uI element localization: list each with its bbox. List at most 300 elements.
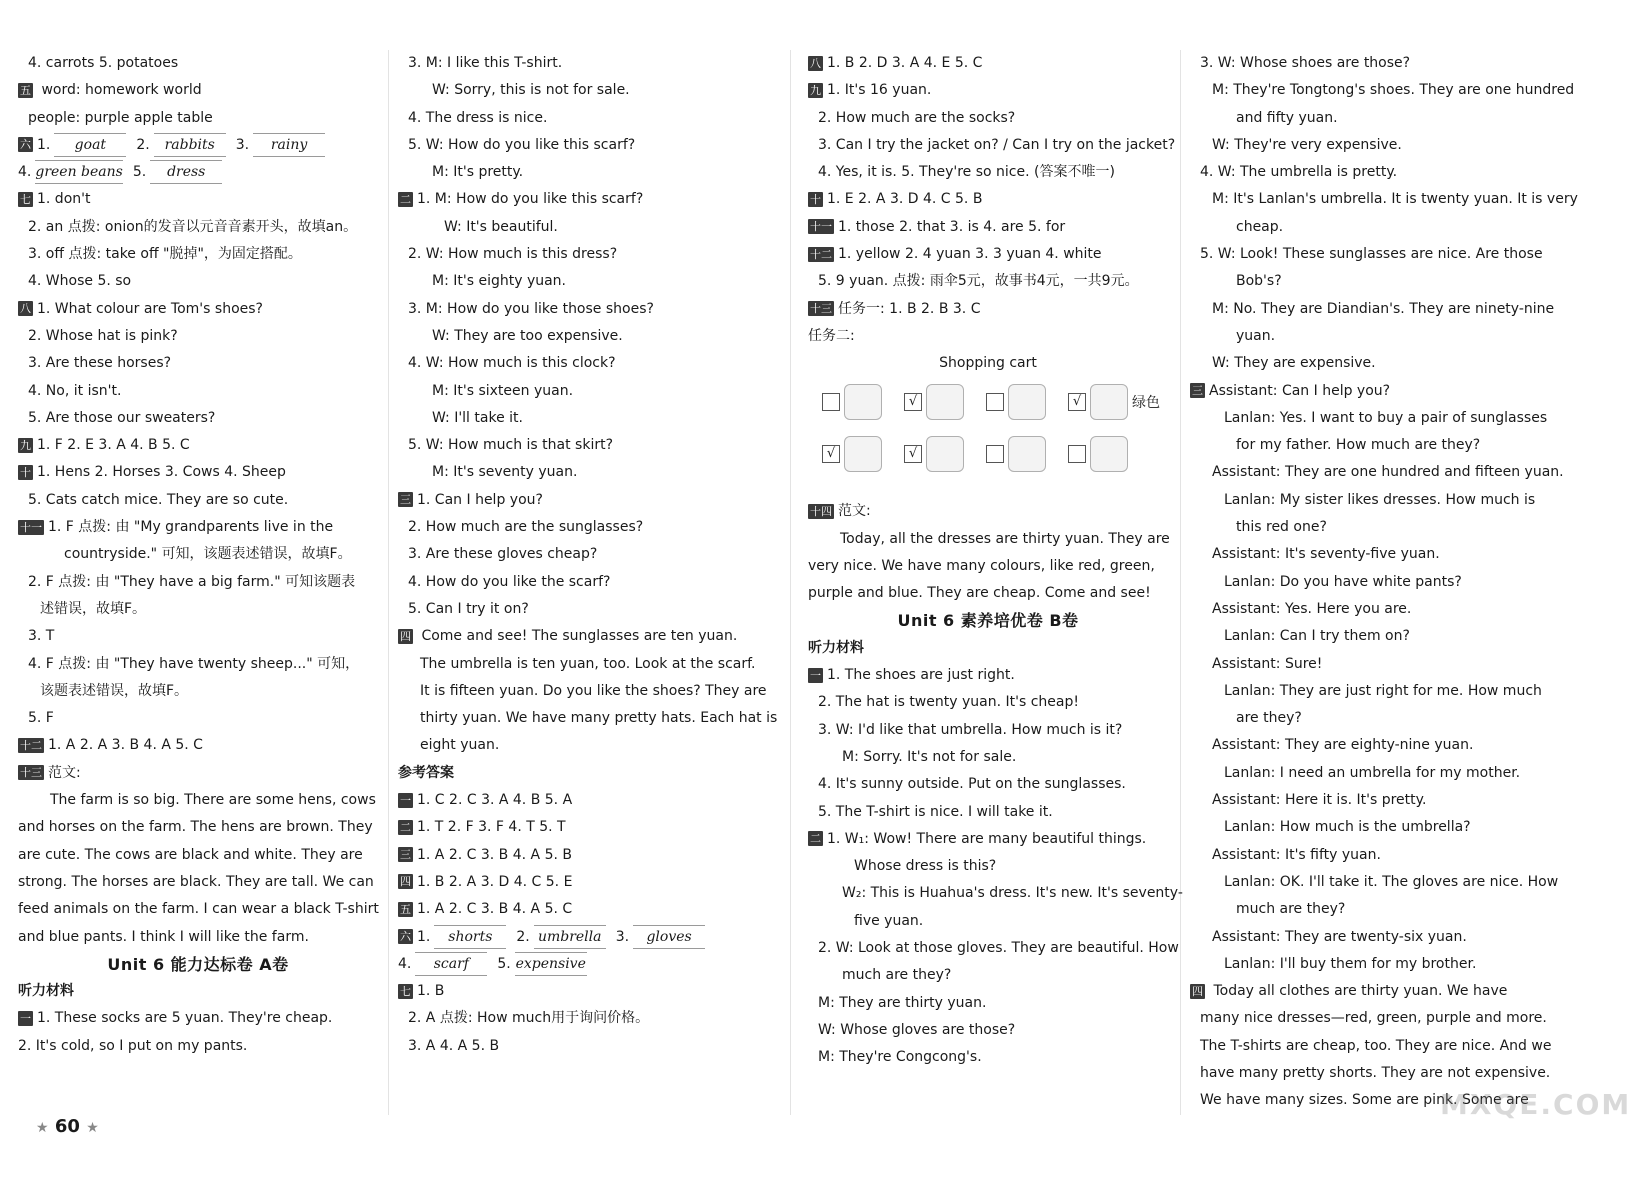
answer-text: The umbrella is ten yuan, too. Look at the scarf. [420, 655, 756, 672]
star-icon: ★ [86, 1120, 99, 1136]
column-4 [1190, 50, 1578, 1115]
answer-text: 4. It's sunny outside. Put on the sunglasses. [818, 776, 1126, 793]
item-number: 5. [132, 164, 147, 181]
answer-text: Assistant: It's seventy-five yuan. [1212, 546, 1440, 563]
answer-text: W: They are too expensive. [432, 327, 623, 344]
answer-line [1190, 732, 1562, 759]
answer-line [1190, 814, 1562, 841]
answer-text: 2. Whose hat is pink? [28, 327, 178, 344]
answer-line [808, 77, 1168, 104]
section-number-badge: 四 [1192, 984, 1203, 998]
answer-line [1190, 296, 1562, 323]
answer-text: W: I'll take it. [432, 409, 523, 426]
section-number-badge: 三 [400, 493, 411, 507]
answer-text: M: It's sixteen yuan. [432, 382, 574, 399]
checkbox [822, 393, 840, 411]
answer-text: countryside." 可知，该题表述错误，故填F。 [64, 546, 352, 563]
answer-line [398, 432, 768, 459]
answer-text: Lanlan: OK. I'll take it. The gloves are nice. How [1224, 873, 1559, 890]
answer-line [808, 498, 1168, 525]
answer-line [1190, 405, 1562, 432]
answer-line [398, 323, 768, 350]
answer-line [18, 924, 378, 951]
answer-line [18, 268, 378, 295]
answer-line [1190, 241, 1562, 268]
answer-line [398, 378, 768, 405]
answer-text: W: It's beautiful. [444, 218, 558, 235]
answer-line [808, 50, 1168, 77]
answer-text: M: No. They are Diandian's. They are ninety-nine [1212, 300, 1555, 317]
answer-line [1190, 214, 1562, 241]
answer-line [18, 77, 378, 104]
answer-line [808, 908, 1168, 935]
section-number-badge: 六 [20, 138, 31, 152]
answer-text: cheap. [1236, 218, 1284, 235]
answer-line [18, 132, 378, 159]
section-number-badge: 八 [20, 302, 31, 316]
clothing-picture [844, 384, 882, 420]
answer-text: 1. These socks are 5 yuan. They're cheap. [37, 1010, 333, 1027]
answer-text: 5. W: Look! These sunglasses are nice. Are those [1200, 246, 1543, 263]
answer-text: Bob's? [1236, 273, 1282, 290]
answer-text: 2. F 点拨: 由 "They have a big farm." 可知该题表 [28, 573, 356, 590]
answer-text: 3. W: I'd like that umbrella. How much is it? [818, 721, 1123, 738]
shopping-cart-title: Shopping cart [939, 355, 1037, 372]
clothing-picture [1090, 384, 1128, 420]
clothing-picture [926, 436, 964, 472]
answer-text: 3. W: Whose shoes are those? [1200, 55, 1411, 71]
answer-line [398, 705, 778, 732]
answer-text: W₂: This is Huahua's dress. It's new. It's seventy- [842, 885, 1183, 902]
section-number-badge: 十 [810, 192, 821, 206]
answer-line [18, 842, 378, 869]
answer-text: 1. yellow 2. 4 yuan 3. 3 yuan 4. white [838, 246, 1102, 263]
answer-text: 3. A 4. A 5. B [408, 1037, 500, 1054]
answer-line [1190, 569, 1562, 596]
answer-line [398, 787, 768, 814]
answer-text: Lanlan: I need an umbrella for my mother. [1224, 764, 1521, 781]
answer-line [398, 951, 768, 978]
section-number-badge: 十一 [810, 220, 832, 234]
answer-text: The farm is so big. There are some hens, cows [50, 792, 376, 809]
answer-text: Lanlan: Yes. I want to buy a pair of sunglasses [1224, 409, 1548, 426]
answer-text: Assistant: It's fifty yuan. [1212, 846, 1381, 863]
answer-line [398, 159, 768, 186]
answer-text: thirty yuan. We have many pretty hats. Each hat is [420, 710, 778, 727]
answer-text: 1. B 2. A 3. D 4. C 5. E [417, 873, 573, 890]
section-number-badge: 九 [810, 83, 821, 97]
answer-line [1190, 50, 1562, 77]
shopping-cart-item [904, 436, 964, 472]
answer-line [808, 935, 1179, 962]
answer-text: 2. an 点拨: onion的发音以元音音素开头，故填an。 [28, 218, 358, 235]
answer-line [18, 869, 378, 896]
answer-line [1190, 1060, 1562, 1087]
answer-line [18, 405, 378, 432]
answer-text: 4. The dress is nice. [408, 109, 548, 126]
answer-text: W: Whose gloves are those? [818, 1021, 1016, 1038]
answer-text: M: They are thirty yuan. [818, 994, 987, 1011]
answer-text: 4. W: The umbrella is pretty. [1200, 164, 1398, 181]
unit-heading [808, 607, 1168, 634]
shopping-cart-item [986, 436, 1046, 472]
answer-line [18, 787, 378, 814]
answer-text: M: Sorry. It's not for sale. [842, 748, 1017, 765]
answer-line [1190, 459, 1562, 486]
item-number: 1. [417, 928, 431, 945]
clothing-picture [1008, 436, 1046, 472]
shopping-cart-item [822, 384, 882, 420]
section-number-badge: 二 [400, 820, 411, 834]
answer-text: 5. 9 yuan. 点拨: 雨伞5元，故事书4元，一共9元。 [818, 273, 1139, 290]
column-1 [18, 50, 378, 1060]
handwritten-answer: goat [54, 133, 126, 157]
answer-line [808, 580, 1168, 607]
answer-text: 1. A 2. A 3. B 4. A 5. C [48, 737, 203, 754]
answer-text: 1. C 2. C 3. A 4. B 5. A [417, 792, 573, 809]
answer-line [1190, 951, 1562, 978]
answer-line [808, 962, 1168, 989]
answer-line [808, 635, 1168, 662]
answer-line [398, 186, 768, 213]
checkbox: √ [1068, 393, 1086, 411]
section-number-badge: 十一 [20, 520, 42, 534]
answer-line [1190, 159, 1562, 186]
shopping-cart-row [808, 428, 1168, 480]
answer-line [18, 323, 378, 350]
answer-line [18, 978, 378, 1005]
answer-line [398, 623, 768, 650]
answer-text: 5. Are those our sweaters? [28, 409, 216, 426]
answer-line [808, 553, 1168, 580]
answer-line [808, 744, 1168, 771]
answer-line [808, 105, 1168, 132]
answer-line [398, 268, 768, 295]
answer-text: 1. What colour are Tom's shoes? [37, 300, 263, 317]
answer-line [18, 1033, 378, 1060]
answer-text: 2. W: Look at those gloves. They are beautiful. How [818, 940, 1179, 957]
answer-text: word: homework world [37, 82, 202, 99]
answer-text: very nice. We have many colours, like red, green, [808, 557, 1155, 574]
answer-line [18, 350, 378, 377]
answer-line [18, 214, 378, 241]
section-number-badge: 四 [400, 875, 411, 889]
star-icon: ★ [36, 1120, 49, 1136]
answer-text: M: They're Tongtong's shoes. They are one hundred [1212, 82, 1575, 99]
section-number-badge: 十 [20, 465, 31, 479]
section-number-badge: 二 [400, 192, 411, 206]
answer-line [398, 487, 768, 514]
answer-line [398, 214, 768, 241]
answer-text: M: It's pretty. [432, 164, 524, 181]
answer-text: Assistant: Here it is. It's pretty. [1212, 792, 1427, 809]
answer-line [808, 853, 1168, 880]
answer-text: W: They're very expensive. [1212, 136, 1402, 153]
answer-line [18, 596, 378, 623]
handwritten-answer: gloves [633, 925, 705, 949]
answer-text: Lanlan: Can I try them on? [1224, 628, 1410, 645]
answer-line [1190, 978, 1562, 1005]
clothing-picture [926, 384, 964, 420]
handwritten-answer: umbrella [534, 925, 606, 949]
answer-text: W: They are expensive. [1212, 355, 1376, 372]
answer-text: 2. How much are the socks? [818, 109, 1016, 126]
answer-line [398, 405, 768, 432]
answer-line [808, 159, 1168, 186]
answer-text: 3. T [28, 628, 55, 645]
answer-line [398, 896, 768, 923]
answer-text: 4. Whose 5. so [28, 273, 132, 290]
section-number-badge: 五 [20, 83, 31, 97]
handwritten-answer: dress [150, 160, 222, 184]
checkbox [1068, 445, 1086, 463]
item-number: 4. [18, 164, 32, 181]
shopping-cart-figure [808, 350, 1168, 498]
answer-line [808, 132, 1176, 159]
answer-text: purple and blue. They are cheap. Come and see! [808, 585, 1151, 602]
handwritten-answer: rabbits [154, 133, 226, 157]
answer-text: Assistant: Sure! [1212, 655, 1323, 672]
answer-text: yuan. [1236, 327, 1276, 344]
answer-line [18, 186, 378, 213]
answer-line [18, 814, 378, 841]
page-number-text: 60 [54, 1116, 80, 1137]
answer-line [1190, 487, 1562, 514]
section-number-badge: 十二 [20, 738, 42, 752]
answer-line [1190, 1033, 1562, 1060]
answer-text: 5. W: How much is that skirt? [408, 437, 614, 454]
answer-line [1190, 350, 1562, 377]
answer-text: 1. A 2. C 3. B 4. A 5. B [417, 846, 572, 863]
answer-text: 3. M: How do you like those shoes? [408, 300, 654, 317]
answer-line [1190, 842, 1562, 869]
answer-text: M: They're Congcong's. [818, 1049, 982, 1066]
answer-text: are cute. The cows are black and white. They are [18, 846, 363, 863]
handwritten-answer: scarf [415, 952, 487, 976]
answer-line [18, 459, 378, 486]
answer-text: W: Sorry, this is not for sale. [432, 82, 630, 99]
answer-text: Lanlan: I'll buy them for my brother. [1224, 955, 1477, 972]
answer-text: 任务一: 1. B 2. B 3. C [838, 300, 981, 317]
answer-line [398, 596, 768, 623]
answer-line [808, 799, 1168, 826]
answer-line [18, 678, 378, 705]
section-number-badge: 七 [400, 984, 411, 998]
answer-text: Whose dress is this? [854, 858, 997, 875]
answer-text: 5. The T-shirt is nice. I will take it. [818, 803, 1053, 820]
answer-line [1190, 541, 1562, 568]
answer-line [18, 296, 378, 323]
answer-text: strong. The horses are black. They are tall. We can [18, 873, 374, 890]
checkbox: √ [904, 393, 922, 411]
answer-line [1190, 678, 1562, 705]
handwritten-answer: shorts [434, 925, 506, 949]
answer-text: M: It's seventy yuan. [432, 464, 578, 481]
answer-text: 1. B [417, 983, 445, 1000]
item-number: 1. [37, 136, 51, 153]
answer-text: 5. Can I try it on? [408, 600, 529, 617]
answer-text: 3. Are these horses? [28, 355, 172, 372]
answer-line [808, 296, 1168, 323]
handwritten-answer: expensive [515, 952, 587, 976]
answer-line [808, 323, 1168, 350]
item-number: 2. [516, 928, 530, 945]
answer-line [398, 732, 768, 759]
answer-line [398, 678, 768, 705]
answer-line [398, 1005, 768, 1032]
clothing-picture [1090, 436, 1128, 472]
answer-text: 任务二: [808, 327, 855, 344]
answer-text: for my father. How much are they? [1236, 437, 1481, 454]
answer-text: 该题表述错误，故填F。 [40, 682, 189, 699]
unit-heading [18, 951, 378, 978]
answer-text: 5. Cats catch mice. They are so cute. [28, 491, 289, 508]
answer-text: 参考答案 [398, 764, 454, 781]
answer-text: 3. Are these gloves cheap? [408, 546, 598, 563]
answer-text: 1. E 2. A 3. D 4. C 5. B [827, 191, 983, 208]
answer-line [1190, 760, 1562, 787]
item-number: 4. [398, 955, 412, 972]
answer-text: 5. F [28, 710, 54, 727]
answer-line [808, 1017, 1168, 1044]
answer-line [1190, 268, 1562, 295]
answer-text: We have many sizes. Some are pink. Some are [1200, 1092, 1529, 1109]
shopping-cart-row [808, 376, 1168, 428]
answer-line [808, 771, 1168, 798]
answer-text: 2. W: How much is this dress? [408, 246, 618, 263]
answer-line [18, 705, 378, 732]
answer-line [18, 896, 378, 923]
answer-text: Come and see! The sunglasses are ten yuan. [417, 628, 738, 645]
answer-text: 2. How much are the sunglasses? [408, 519, 644, 536]
answer-text: and horses on the farm. The hens are brown. They [18, 819, 373, 836]
answer-text: have many pretty shorts. They are not expensive. [1200, 1064, 1551, 1081]
answer-line [398, 924, 768, 951]
section-number-badge: 七 [20, 192, 31, 206]
answer-line [1190, 378, 1562, 405]
answer-line [808, 662, 1168, 689]
answer-text: 3. off 点拨: take off "脱掉"，为固定搭配。 [28, 246, 302, 263]
section-number-badge: 四 [400, 629, 411, 643]
answer-line [398, 869, 768, 896]
answer-line [18, 541, 378, 568]
shopping-cart-item [904, 384, 964, 420]
answer-text: 1. A 2. C 3. B 4. A 5. C [417, 901, 573, 918]
answer-text: Lanlan: They are just right for me. How much [1224, 682, 1542, 699]
answer-text: M: It's eighty yuan. [432, 273, 567, 290]
section-number-badge: 一 [20, 1011, 31, 1025]
handwritten-answer: green beans [35, 160, 123, 184]
answer-line [1190, 924, 1562, 951]
answer-text: 2. It's cold, so I put on my pants. [18, 1037, 248, 1054]
answer-line [18, 241, 378, 268]
answer-text: many nice dresses—red, green, purple and more. [1200, 1010, 1547, 1027]
section-number-badge: 五 [400, 902, 411, 916]
section-number-badge: 八 [810, 56, 821, 70]
answer-line [808, 689, 1168, 716]
answer-line [1190, 705, 1562, 732]
answer-line [398, 842, 768, 869]
checkbox: √ [904, 445, 922, 463]
answer-text: Assistant: They are twenty-six yuan. [1212, 928, 1467, 945]
answer-line [18, 651, 378, 678]
answer-line [398, 50, 768, 77]
answer-line [18, 760, 378, 787]
answer-text: feed animals on the farm. I can wear a black T-shirt [18, 901, 379, 918]
shopping-cart-item [986, 384, 1046, 420]
answer-text: 1. F 点拨: 由 "My grandparents live in the [48, 519, 334, 536]
answer-line [398, 296, 768, 323]
answer-text: 1. Can I help you? [417, 491, 543, 508]
answer-line [808, 826, 1168, 853]
checkbox [986, 445, 1004, 463]
shopping-cart-item [1068, 436, 1128, 472]
answer-text: much are they? [842, 967, 952, 984]
answer-line [398, 760, 768, 787]
answer-line [1190, 623, 1562, 650]
answer-text: 4. No, it isn't. [28, 382, 122, 399]
answer-line [398, 350, 768, 377]
answer-text: 1. B 2. D 3. A 4. E 5. C [827, 55, 983, 71]
shopping-cart-item [1068, 384, 1160, 420]
watermark: MXQE.COM [1440, 1088, 1631, 1121]
answer-line [398, 514, 768, 541]
answer-text: 范文: [48, 764, 81, 781]
item-note: 绿色 [1132, 395, 1160, 412]
answer-line [1190, 1005, 1562, 1032]
section-number-badge: 三 [400, 848, 411, 862]
answer-line [808, 880, 1183, 907]
answer-line [398, 132, 768, 159]
answer-line [18, 623, 378, 650]
answer-line [18, 1005, 378, 1032]
answer-text: Today, all the dresses are thirty yuan. They are [840, 530, 1170, 547]
answer-line [808, 717, 1168, 744]
column-3 [808, 50, 1183, 1072]
answer-text: 1. M: How do you like this scarf? [417, 191, 644, 208]
answer-text: Lanlan: Do you have white pants? [1224, 573, 1462, 590]
section-number-badge: 一 [810, 668, 821, 682]
checkbox [986, 393, 1004, 411]
answer-text: 1. W₁: Wow! There are many beautiful things. [827, 830, 1147, 847]
answer-text: 1. It's 16 yuan. [827, 82, 932, 99]
answer-text: M: It's Lanlan's umbrella. It is twenty yuan. It is very [1212, 191, 1578, 208]
answer-line [398, 105, 768, 132]
section-number-badge: 一 [400, 793, 411, 807]
answer-text: 5. W: How do you like this scarf? [408, 136, 636, 153]
answer-text: 4. Yes, it is. 5. They're so nice. (答案不唯一) [818, 164, 1115, 181]
answer-line [18, 378, 378, 405]
answer-line [1190, 105, 1562, 132]
answer-text: 4. carrots 5. potatoes [28, 55, 179, 71]
answer-line [1190, 323, 1562, 350]
answer-line [808, 186, 1168, 213]
section-number-badge: 三 [1192, 384, 1203, 398]
answer-text: 4. W: How much is this clock? [408, 355, 616, 372]
answer-line [398, 1033, 768, 1060]
answer-line [398, 978, 768, 1005]
answer-text: much are they? [1236, 901, 1346, 918]
answer-text: 听力材料 [18, 983, 74, 1000]
answer-line [18, 159, 378, 186]
answer-line [398, 651, 768, 678]
answer-text: Today all clothes are thirty yuan. We have [1209, 983, 1508, 1000]
answer-text: 1. T 2. F 3. F 4. T 5. T [417, 819, 566, 836]
answer-line [1190, 651, 1562, 678]
answer-text: Lanlan: How much is the umbrella? [1224, 819, 1471, 836]
item-number: 3. [615, 928, 630, 945]
section-number-badge: 九 [20, 438, 31, 452]
